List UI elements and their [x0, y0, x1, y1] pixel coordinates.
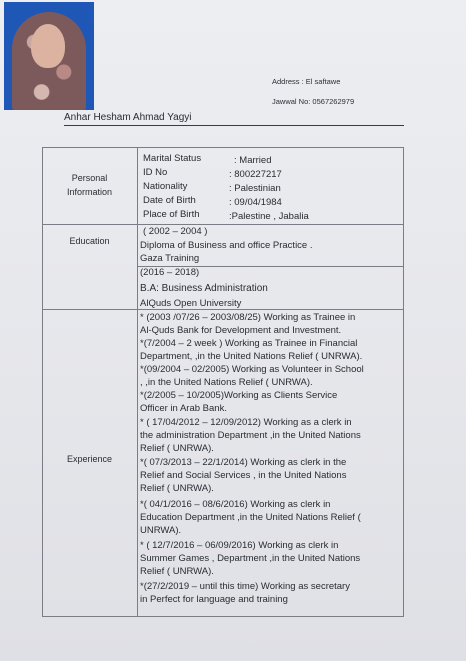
education-label: Education [69, 236, 110, 246]
experience-line: in Perfect for language and training [140, 594, 288, 605]
experience-line: , ,in the United Nations Relief ( UNRWA). [140, 377, 313, 388]
experience-line: UNRWA). [140, 525, 182, 536]
experience-line: *( 04/1/2016 – 08/6/2016) Working as clerk in [140, 499, 331, 510]
applicant-name: Anhar Hesham Ahmad Yagyi [64, 112, 192, 123]
experience-line: *(7/2004 – 2 week ) Working as Trainee in Financial [140, 338, 358, 349]
experience-label: Experience [66, 454, 113, 464]
education-line: AlQuds Open University [140, 298, 242, 309]
experience-line: Relief ( UNRWA). [140, 483, 214, 494]
experience-line: *( 07/3/2013 – 22/1/2014) Working as clerk in the [140, 457, 347, 468]
experience-line: Al-Quds Bank for Development and Investment. [140, 325, 342, 336]
personal-label-line1: Personal [71, 173, 108, 183]
field-label: Date of Birth [143, 195, 196, 206]
experience-line: the administration Department ,in the United Nations [140, 430, 361, 441]
address-text: Address : El saftawe [272, 77, 341, 86]
field-value: :Palestine , Jabalia [229, 211, 309, 222]
experience-line: Relief ( UNRWA). [140, 443, 214, 454]
face-graphic [31, 24, 65, 68]
field-value: : 800227217 [229, 169, 282, 180]
field-label: Nationality [143, 181, 188, 192]
experience-line: *(2/2005 – 10/2005)Working as Clients Service [140, 390, 338, 401]
experience-line: Relief and Social Services , in the United Nations [140, 470, 347, 481]
column-divider [137, 147, 138, 617]
experience-line: Education Department ,in the United Nations Relief ( [140, 512, 361, 523]
field-label: ID No [143, 167, 168, 178]
personal-label-line2: Information [66, 187, 113, 197]
experience-line: *(09/2004 – 02/2005) Working as Volunteer in School [140, 364, 364, 375]
personal-education-divider [42, 224, 404, 225]
experience-line: * (2003 /07/26 – 2003/08/25) Working as Trainee in [140, 312, 356, 323]
profile-photo [4, 2, 94, 110]
field-value: : Married [234, 155, 272, 166]
education-line: ( 2002 – 2004 ) [143, 226, 208, 237]
experience-line: Relief ( UNRWA). [140, 566, 214, 577]
education-line: B.A: Business Administration [140, 283, 268, 294]
experience-line: Department, ,in the United Nations Relief ( UNRWA). [140, 351, 363, 362]
field-label: Place of Birth [143, 209, 200, 220]
table-bottom-border [42, 616, 404, 617]
field-value: : 09/04/1984 [229, 197, 282, 208]
experience-line: * ( 17/04/2012 – 12/09/2012) Working as a clerk in [140, 417, 352, 428]
cv-table [42, 147, 404, 617]
name-underline [64, 125, 404, 126]
table-left-border [42, 147, 43, 617]
experience-line: Officer in Arab Bank. [140, 403, 227, 414]
education-line: Gaza Training [140, 253, 200, 264]
experience-line: Summer Games , Department ,in the United Nations [140, 553, 361, 564]
field-label: Marital Status [143, 153, 202, 164]
experience-line: * ( 12/7/2016 – 06/09/2016) Working as clerk in [140, 540, 339, 551]
education-line: (2016 – 2018) [140, 267, 200, 278]
table-top-border [42, 147, 404, 148]
education-line: Diploma of Business and office Practice . [140, 240, 313, 251]
field-value: : Palestinian [229, 183, 281, 194]
experience-line: *(27/2/2019 – until this time) Working as secretary [140, 581, 350, 592]
jawwal-text: Jawwal No: 0567262979 [272, 97, 355, 106]
